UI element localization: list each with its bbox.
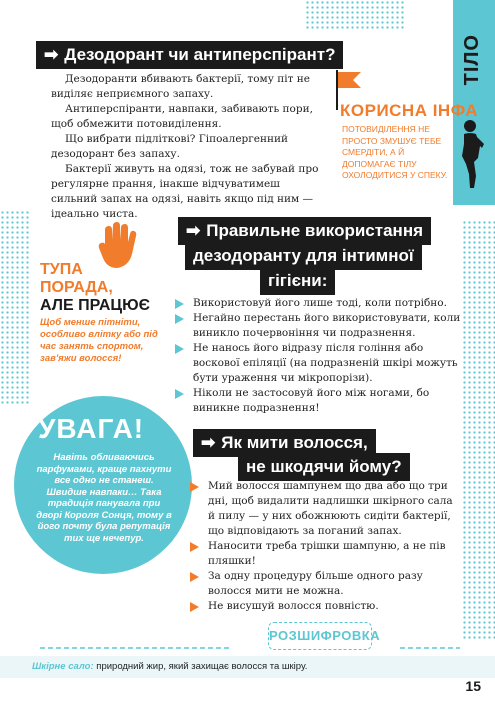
advice-title-line: ТУПА	[40, 261, 83, 278]
bullet-icon	[190, 602, 199, 612]
section2-list	[173, 296, 463, 416]
section3-heading-line2: не шкодячи йому?	[238, 453, 410, 481]
advice-title-line: ПОРАДА,	[40, 279, 113, 296]
list-item	[188, 539, 463, 569]
glossary-label: РОЗШИФРОВКА	[268, 622, 372, 650]
decor-dots	[462, 220, 495, 640]
list-item-text: Негайно перестань його використовувати, коли виникло почервоніння чи подразнення.	[193, 312, 461, 339]
decor-dots	[305, 0, 405, 30]
list-item	[188, 569, 463, 599]
bullet-icon	[175, 389, 184, 399]
bullet-icon	[190, 482, 199, 492]
bullet-icon	[175, 314, 184, 324]
info-text: ПОТОВИДІЛЕННЯ НЕ ПРОСТО ЗМУШУЄ ТЕБЕ СМЕРДІТИ, А Й ДОПОМАГАЄ ТІЛУ ОХОЛОДИТИСЯ У СПЕКУ.	[342, 124, 448, 180]
glossary-definition: природний жир, який захищає волосся та шкіру.	[96, 661, 308, 672]
list-item-text: Ніколи не застосовуй його між ногами, бо виникне подразнення!	[193, 387, 430, 414]
page-number: 15	[465, 678, 481, 694]
arrow-right-icon: ➡	[44, 45, 59, 64]
glossary-term: Шкірне сало:	[32, 661, 94, 672]
section1-paragraph: Дезодоранти вбивають бактерії, тому піт не виділяє неприємного запаху.	[51, 73, 310, 100]
attention-title: УВАГА!	[38, 413, 145, 444]
list-item	[173, 386, 463, 416]
list-item	[188, 599, 463, 614]
section1-heading-text: Дезодорант чи антиперспірант?	[64, 45, 336, 64]
section1-paragraph: Що вибрати підліткові? Гіпоалергенний дезодорант без запаху.	[51, 133, 288, 160]
bullet-icon	[190, 572, 199, 582]
list-item	[188, 479, 463, 539]
section3-heading-text: Як мити волосся,	[221, 433, 368, 452]
decor-dots	[0, 210, 30, 405]
bullet-icon	[190, 542, 199, 552]
list-item-text: Наносити треба трішки шампуню, а не пів пляшки!	[208, 540, 446, 567]
section1-paragraph: Бактерії живуть на одязі, тож не забувай про регулярне прання, інакше відчуватимеш сильний запах на одязі, навіть якщо під ним — ідеально чиста.	[51, 163, 319, 220]
arrow-right-icon: ➡	[186, 221, 201, 240]
advice-title-line: АЛЕ ПРАЦЮЄ	[40, 297, 150, 314]
list-item	[173, 296, 463, 311]
advice-text: Щоб менше пітніти, особливо влітку або під час занять спортом, зав'яжи волосся!	[40, 317, 158, 364]
bullet-icon	[175, 344, 184, 354]
side-tab-label: ТІЛО	[461, 34, 483, 86]
glossary-divider	[40, 638, 460, 650]
section2-heading-text: Правильне використання	[206, 221, 423, 240]
list-item-text: Використовуй його лише тоді, коли потрібно.	[193, 297, 447, 309]
list-item-text: За одну процедуру більше одного разу волосся мити не можна.	[208, 570, 423, 597]
list-item-text: Мий волосся шампунем що два або що три дні, щоб видалити надлишки шкірного сала й пилу — у них обожнюють сидіти бактерії, що відповідають за поганий запах.	[208, 480, 453, 537]
advice-title	[40, 261, 150, 315]
silhouette-icon	[456, 118, 492, 190]
list-item-text: Не висушуй волосся повністю.	[208, 600, 379, 612]
section2-heading-line2: дезодоранту для інтимної	[185, 242, 422, 270]
section3-list	[188, 479, 463, 614]
glossary-entry	[32, 661, 307, 672]
bullet-icon	[175, 299, 184, 309]
arrow-right-icon: ➡	[201, 433, 216, 452]
attention-text: Навіть обливаючись парфумами, краще пахнути все одно не станеш. Швидше навпаки… Така традиція панувала при дворі Короля Сонця, тому в його почту була репутація тих ще нечепур.	[36, 452, 172, 544]
section1-heading	[36, 41, 343, 69]
section1-paragraph: Антиперспіранти, навпаки, забивають пори, щоб обмежити потовиділення.	[51, 103, 313, 130]
section2-heading-line3: гігієни:	[260, 267, 335, 295]
list-item	[173, 341, 463, 386]
list-item	[173, 311, 463, 341]
section1-text	[51, 72, 329, 222]
list-item-text: Не наноcь його відразу після гоління або воскової епіляції (на подразненій шкірі можуть бути ураження чи мікропорізи).	[193, 342, 458, 384]
section2-heading-line1	[178, 217, 431, 245]
info-title: КОРИСНА ІНФА	[340, 101, 479, 120]
